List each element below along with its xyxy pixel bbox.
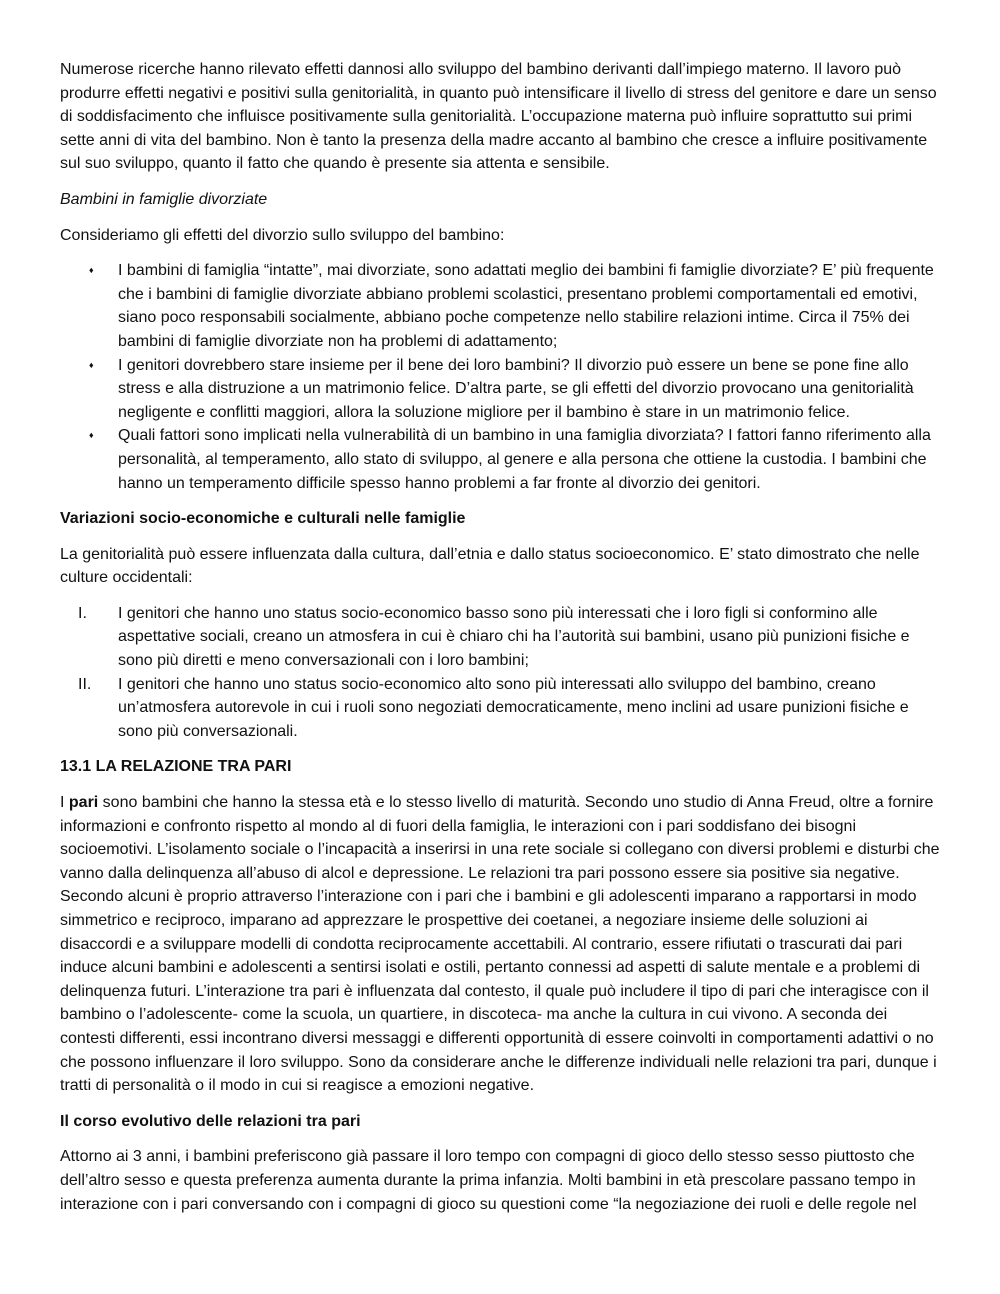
heading-peer-development: Il corso evolutivo delle relazioni tra pari [60,1112,361,1130]
diamond-bullet-icon: ♦ [89,265,94,276]
paragraph-maternal-employment: Numerose ricerche hanno rilevato effetti dannosi allo sviluppo del bambino derivanti dall’impiego materno. Il lavoro può produrre effetti negativi e positivi sulla genitorialità, in quanto può intensificare il livello di stress del genitore e dare un senso di soddisfacimento che influisce positivamente sulla genitorialità. L’occupazione materna può influire soprattutto sui primi sette anni di vita del bambino. Non è tanto la presenza della madre accanto al bambino che cresce a influire positivamente sul suo sviluppo, quanto il fatto che quando è presente sia attenta e sensibile. [60,61,937,173]
heading-socioeconomic-variations: Variazioni socio-economiche e culturali nelle famiglie [60,510,466,528]
list-item-text: I genitori che hanno uno status socio-economico basso sono più interessati che i loro figli si conformino alle aspettative sociali, creano un atmosfera in cui è chiaro chi ha l’autorità sui bambini, usano più punizioni fisiche e sono più diretti e meno conversazionali con i loro bambini; [118,604,910,670]
diamond-bullet-icon: ♦ [89,430,94,441]
list-item [60,673,940,744]
list-item [60,602,940,673]
list-item [60,259,940,353]
paragraph-divorce-intro: Consideriamo gli effetti del divorzio sullo sviluppo del bambino: [60,226,505,244]
socioeconomic-roman-list [60,602,940,744]
list-item-text: I genitori dovrebbero stare insieme per il bene dei loro bambini? Il divorzio può essere un bene se pone fine allo stress e alla distruzione a un matrimonio felice. D’altra parte, se gli effetti del divorzio provocano una genitorialità negligente e conflitti maggiori, allora la soluzione migliore per il bambino è stare in un matrimonio felice. [118,356,914,421]
list-item-text: Quali fattori sono implicati nella vulnerabilità di un bambino in una famiglia divorziata? I fattori fanno riferimento alla personalità, al temperamento, allo stato di sviluppo, al genere e alla persona che ottiene la custodia. I bambini che hanno un temperamento difficile spesso hanno problemi a far fronte al divorzio dei genitori. [118,427,931,492]
heading-divorced-families: Bambini in famiglie divorziate [60,190,268,208]
divorce-bullet-list [60,259,940,495]
paragraph-lead: I [60,794,69,812]
heading-peer-relations: 13.1 LA RELAZIONE TRA PARI [60,758,292,776]
diamond-bullet-icon: ♦ [89,359,94,370]
paragraph-peers [60,791,940,1098]
paragraph-rest: sono bambini che hanno la stessa età e lo stesso livello di maturità. Secondo uno studio di Anna Freud, oltre a fornire informazioni e confronto rispetto al mondo al di fuori della famiglia, le interazioni con i pari soddisfano dei bisogni socioemotivi. L’isolamento sociale o l’incapacità a inserirsi in una rete sociale si collegano con diversi problemi e disturbi che vanno dalla delinquenza all’abuso di alcol e depressione. Le relazioni tra pari possono essere sia positive sia negative. Secondo alcuni è proprio attraverso l’interazione con i pari che i bambini e gli adolescenti imparano a rapportarsi in modo simmetrico e reciproco, imparano ad apprezzare le prospettive dei coetanei, a negoziare insieme delle soluzioni ai disaccordi e a sviluppare modelli di condotta reciprocamente accettabili. Al contrario, essere rifiutati o trascurati dai pari induce alcuni bambini e adolescenti a sentirsi isolati e ostili, pertanto connessi ad aspetti di salute mentale e a problemi di delinquenza futuri. L’interazione tra pari è influenzata dal contesto, il quale può includere il tipo di pari che interagisce con il bambino o l’adolescente- come la scuola, un quartiere, in discoteca- ma anche la cultura in cui vivono. A seconda dei contesti differenti, essi incontrano diversi messaggi e differenti opportunità di essere coinvolti in comportamenti adattivi o no che possono influenzare il loro sviluppo. Sono da considerare anche le differenze individuali nelle relazioni tra pari, dunque i tratti di personalità o il modo in cui si reagisce a emozioni negative. [60,794,940,1095]
paragraph-peer-development: Attorno ai 3 anni, i bambini preferiscono già passare il loro tempo con compagni di gioco dello stesso sesso piuttosto che dell’altro sesso e questa preferenza aumenta durante la prima infanzia. Molti bambini in età prescolare passano tempo in interazione con i pari conversando con i compagni di gioco su questioni come “la negoziazione dei ruoli e delle regole nel [60,1148,917,1213]
list-item [60,424,940,495]
list-item-text: I bambini di famiglia “intatte”, mai divorziate, sono adattati meglio dei bambini fi famiglie divorziate? E’ più frequente che i bambini di famiglie divorziate abbiano problemi scolastici, presentano problemi comportamentali ed emotivi, siano poco responsabili socialmente, abbiano poche competenze nello stabilire relazioni intime. Circa il 75% dei bambini di famiglie divorziate non ha problemi di adattamento; [118,262,934,350]
paragraph-socioeconomic-intro: La genitorialità può essere influenzata dalla cultura, dall’etnia e dallo status socioeconomico. E’ stato dimostrato che nelle culture occidentali: [60,545,920,587]
list-item-text: I genitori che hanno uno status socio-economico alto sono più interessati allo sviluppo del bambino, creano un’atmosfera autorevole in cui i ruoli sono negoziati democraticamente, meno inclini ad usare punizioni fisiche e sono più conversazionali. [118,675,909,740]
list-item [60,354,940,425]
term-pari: pari [68,794,99,812]
list-marker: I. [78,604,87,622]
list-marker: II. [78,675,92,693]
